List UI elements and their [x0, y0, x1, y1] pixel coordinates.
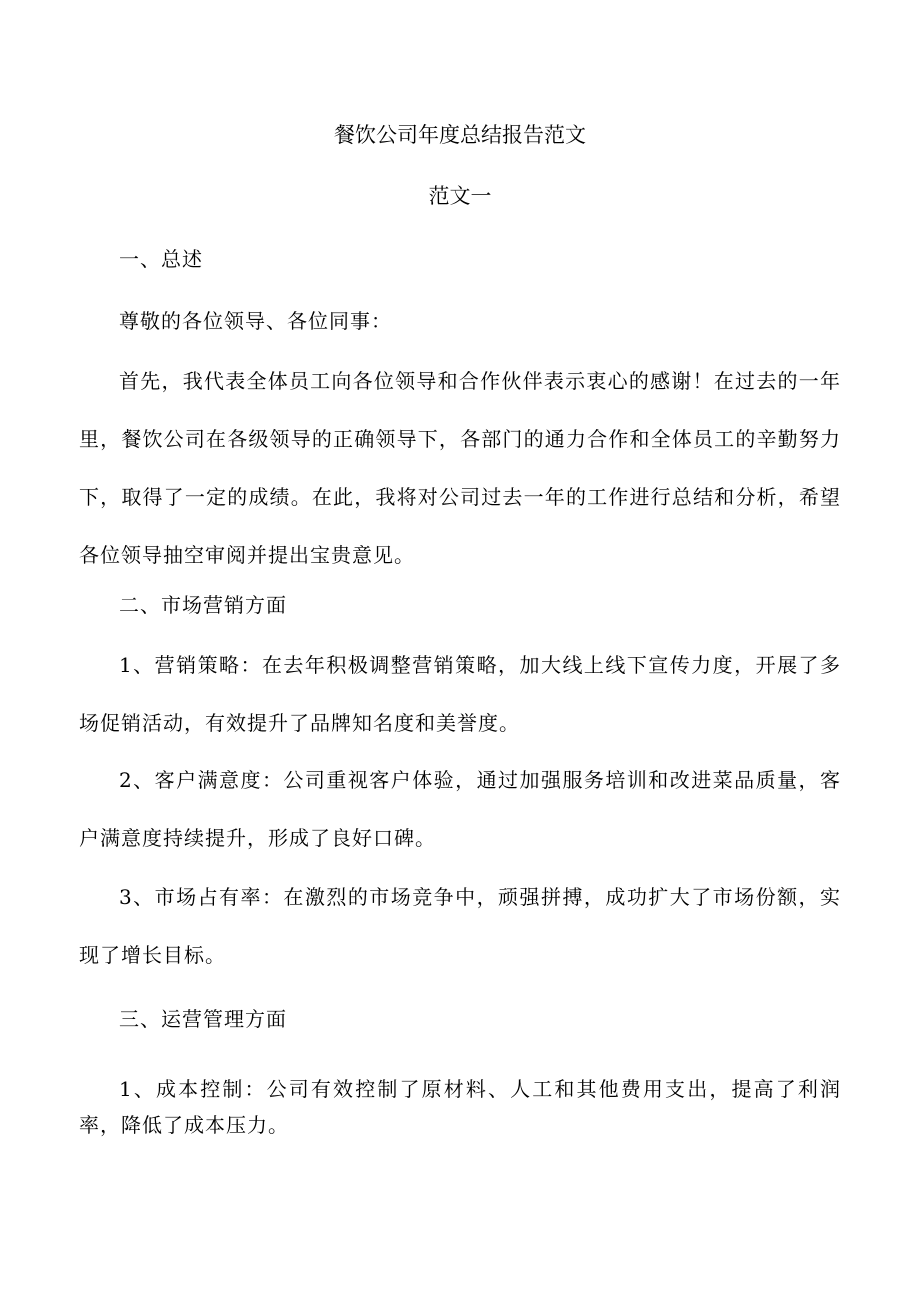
salutation-paragraph: 尊敬的各位领导、各位同事： [119, 309, 392, 333]
customer-satisfaction-paragraph: 2、客户满意度：公司重视客户体验，通过加强服务培训和改进菜品质量，客户满意度持续提升，形成了良好口碑。 [79, 768, 841, 850]
intro-paragraph: 首先，我代表全体员工向各位领导和合作伙伴表示衷心的感谢！在过去的一年里，餐饮公司在各级领导的正确领导下，各部门的通力合作和全体员工的辛勤努力下，取得了一定的成绩。在此，我将对公司过去一年的工作进行总结和分析，希望各位领导抽空审阅并提出宝贵意见。 [79, 369, 841, 567]
section-heading-operations: 三、运营管理方面 [119, 1007, 287, 1031]
cost-control-paragraph: 1、成本控制：公司有效控制了原材料、人工和其他费用支出，提高了利润率，降低了成本压力。 [79, 1077, 841, 1137]
marketing-strategy-paragraph: 1、营销策略：在去年积极调整营销策略，加大线上线下宣传力度，开展了多场促销活动，有效提升了品牌知名度和美誉度。 [79, 653, 841, 735]
market-share-paragraph: 3、市场占有率：在激烈的市场竞争中，顽强拼搏，成功扩大了市场份额，实现了增长目标。 [79, 885, 841, 967]
section-heading-overview: 一、总述 [119, 247, 203, 271]
section-heading-marketing: 二、市场营销方面 [119, 593, 287, 617]
document-subtitle: 范文一 [428, 184, 492, 208]
document-title: 餐饮公司年度总结报告范文 [334, 123, 586, 147]
